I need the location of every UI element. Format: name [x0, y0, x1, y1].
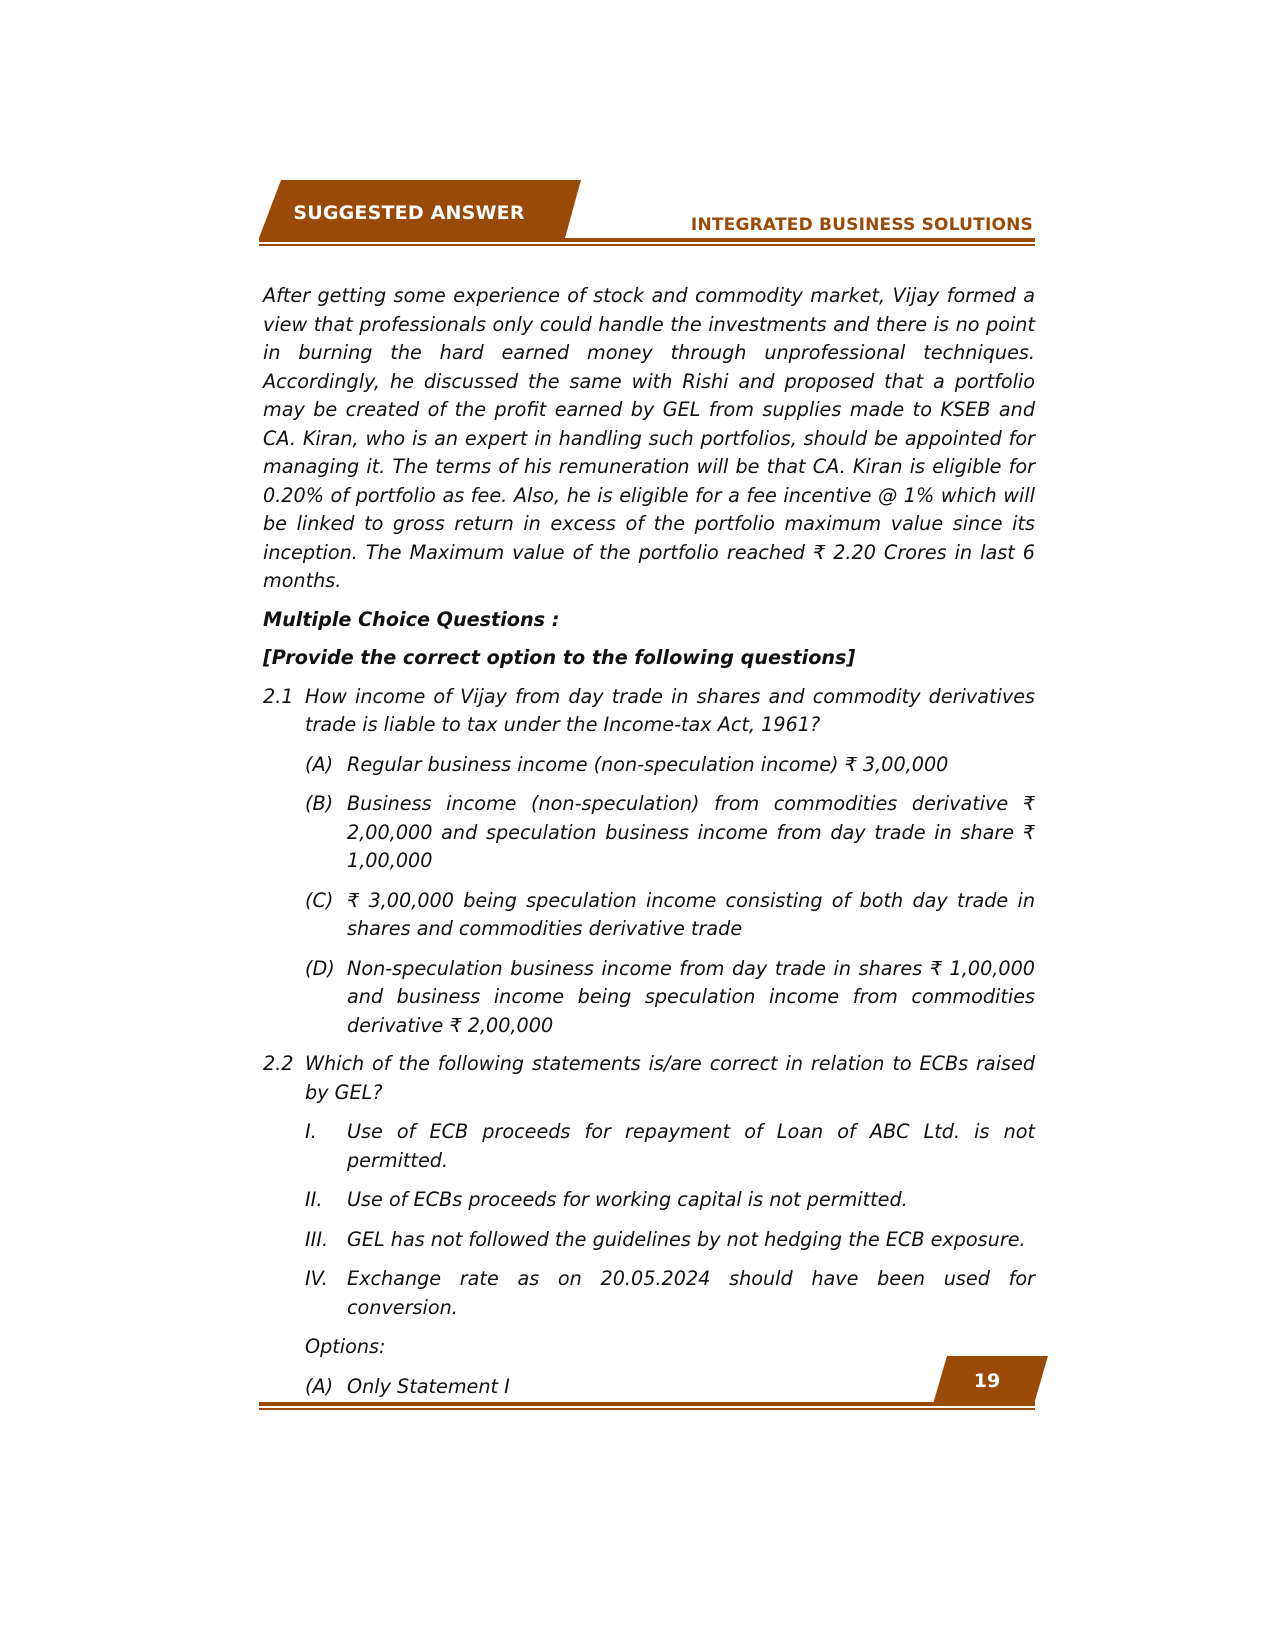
- page-number-tab: [933, 1356, 1048, 1406]
- mcq-heading: Multiple Choice Questions :: [263, 607, 560, 631]
- option-c: [263, 887, 1035, 944]
- option-d: [263, 955, 1035, 1041]
- option-label: (C): [305, 888, 334, 912]
- option-a: [263, 1373, 1035, 1402]
- header-title: INTEGRATED BUSINESS SOLUTIONS: [690, 215, 1033, 235]
- statement-text: Use of ECBs proceeds for working capital is not permitted.: [347, 1188, 908, 1211]
- page-content: [263, 282, 1035, 1401]
- footer-rule-thin: [259, 1408, 1035, 1410]
- option-label: (D): [305, 956, 335, 980]
- header-tab-label: SUGGESTED ANSWER: [293, 202, 525, 224]
- option-label: (A): [305, 1374, 334, 1398]
- statement-text: Exchange rate as on 20.05.2024 should have been used for conversion.: [347, 1267, 1035, 1319]
- statement-iv: [263, 1265, 1035, 1322]
- statement-label: II.: [305, 1188, 323, 1211]
- statement-label: IV.: [305, 1267, 328, 1290]
- question-text: Which of the following statements is/are correct in relation to ECBs raised by GEL?: [305, 1052, 1035, 1104]
- option-text: Regular business income (non-speculation income) ₹ 3,00,000: [347, 752, 949, 776]
- option-text: Only Statement I: [347, 1374, 510, 1398]
- question-number: 2.1: [263, 684, 294, 708]
- header-rule-thin: [259, 244, 1035, 246]
- option-label: (B): [305, 792, 334, 815]
- statement-ii: [263, 1186, 1035, 1215]
- option-b: [263, 790, 1035, 876]
- statement-iii: [263, 1226, 1035, 1255]
- statement-label: III.: [305, 1227, 329, 1251]
- option-a: [263, 751, 1035, 780]
- statement-i: [263, 1118, 1035, 1175]
- question-2-2: [263, 1050, 1035, 1107]
- header-tab: [259, 180, 581, 241]
- option-text: Non-speculation business income from day trade in shares ₹ 1,00,000 and business income being speculation income from commodities derivative ₹ 2,00,000: [347, 956, 1035, 1037]
- footer-rule: [259, 1402, 1035, 1406]
- option-text: Business income (non-speculation) from commodities derivative ₹ 2,00,000 and speculation business income from day trade in share ₹ 1,00,000: [347, 792, 1035, 872]
- question-number: 2.2: [263, 1052, 294, 1075]
- page-number: 19: [973, 1370, 1001, 1392]
- option-text: ₹ 3,00,000 being speculation income consisting of both day trade in shares and commodities derivative trade: [347, 888, 1035, 940]
- header-rule: [259, 238, 1035, 242]
- statement-text: GEL has not followed the guidelines by not hedging the ECB exposure.: [347, 1227, 1026, 1251]
- instruction-heading: [Provide the correct option to the following questions]: [263, 646, 856, 669]
- options-label: Options:: [305, 1335, 386, 1358]
- intro-paragraph: After getting some experience of stock and commodity market, Vijay formed a view that professionals only could handle the investments and there is no point in burning the hard earned money through unprofessional techniques. Accordingly, he discussed the same with Rishi and proposed that a portfolio may be created of the profit earned by GEL from supplies made to KSEB and CA. Kiran, who is an expert in handling such portfolios, should be appointed for managing it. The terms of his remuneration will be that CA. Kiran is eligible for 0.20% of portfolio as fee. Also, he is eligible for a fee incentive @ 1% which will be linked to gross return in excess of the portfolio maximum value since its inception. The Maximum value of the portfolio reached ₹ 2.20 Crores in last 6 months.: [263, 284, 1035, 592]
- question-2-1: [263, 683, 1035, 740]
- statement-text: Use of ECB proceeds for repayment of Loan of ABC Ltd. is not permitted.: [347, 1120, 1035, 1172]
- statement-label: I.: [305, 1120, 317, 1143]
- option-label: (A): [305, 752, 334, 776]
- question-text: How income of Vijay from day trade in shares and commodity derivatives trade is liable to tax under the Income-tax Act, 1961?: [305, 684, 1035, 736]
